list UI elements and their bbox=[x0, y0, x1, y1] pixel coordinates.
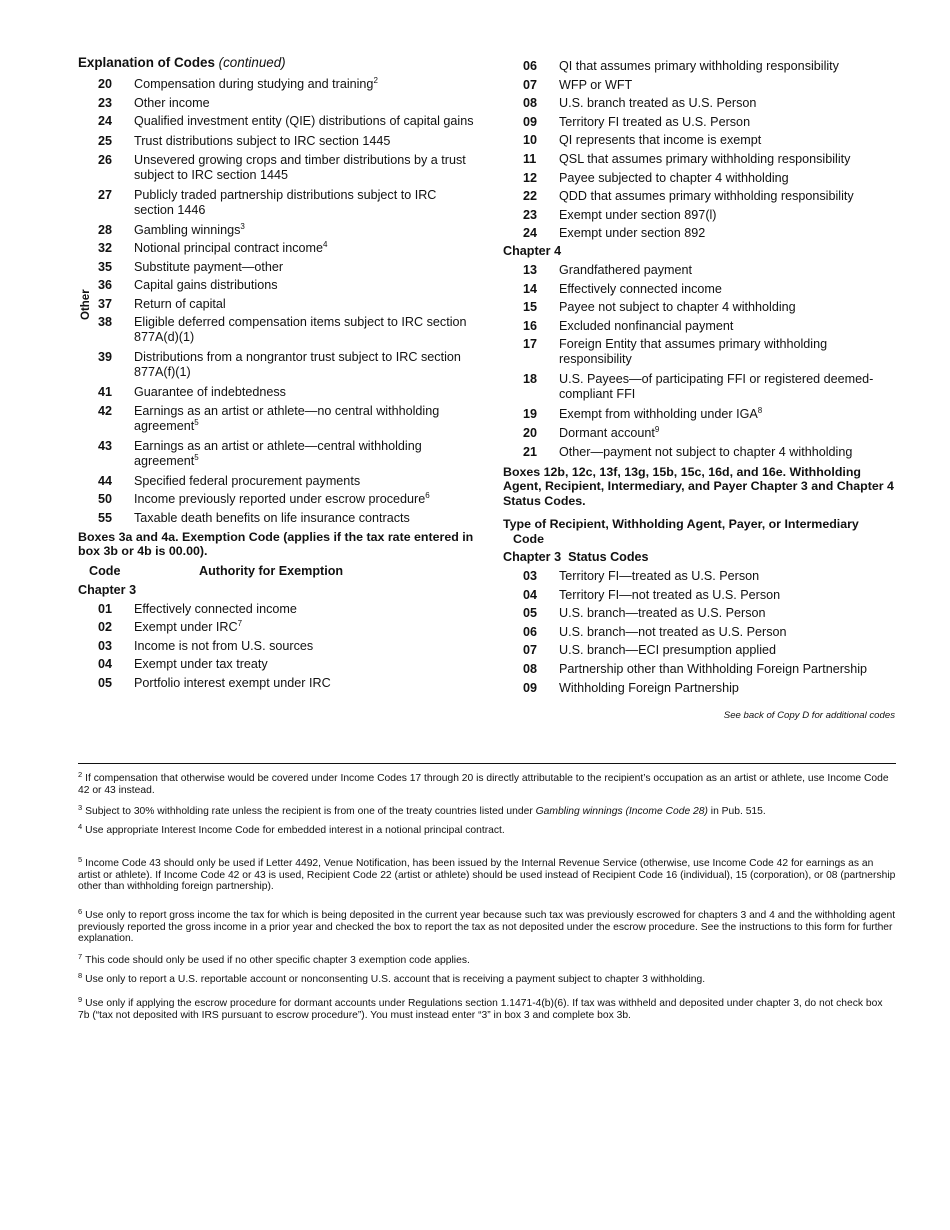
footnote bbox=[78, 994, 896, 1021]
footnote-ref: 8 bbox=[757, 406, 763, 416]
code-description bbox=[134, 657, 478, 672]
code-description bbox=[134, 474, 478, 489]
code-description bbox=[134, 297, 478, 312]
code-description bbox=[134, 639, 478, 654]
code-row bbox=[78, 439, 478, 469]
code-row bbox=[78, 620, 478, 635]
code-number: 03 bbox=[523, 569, 538, 583]
code-description-text: U.S. branch—ECI presumption applied bbox=[559, 643, 777, 658]
code-description bbox=[559, 263, 898, 278]
code-number: 55 bbox=[98, 510, 113, 525]
code-description-text: Withholding Foreign Partnership bbox=[559, 680, 739, 695]
code-number: 39 bbox=[98, 350, 113, 364]
code-description bbox=[134, 385, 478, 400]
code-description bbox=[134, 620, 478, 635]
code-description-text: Exempt under tax treaty bbox=[134, 657, 268, 672]
code-row bbox=[503, 78, 898, 93]
code-number: 25 bbox=[98, 134, 113, 148]
code-row bbox=[503, 171, 898, 186]
code-description bbox=[559, 372, 898, 402]
code-row bbox=[503, 263, 898, 278]
code-number: 10 bbox=[523, 133, 538, 148]
code-description-text: Compensation during studying and training bbox=[134, 77, 374, 91]
code-row bbox=[503, 115, 898, 130]
code-description bbox=[559, 300, 898, 315]
footnote bbox=[78, 854, 896, 893]
code-description bbox=[559, 189, 898, 204]
code-number: 02 bbox=[98, 620, 113, 635]
footnote-number: 9 bbox=[78, 994, 83, 1004]
code-row bbox=[503, 59, 898, 74]
code-description bbox=[134, 439, 478, 469]
code-number: 06 bbox=[523, 624, 538, 639]
code-description bbox=[134, 511, 478, 526]
code-number: 20 bbox=[523, 425, 538, 440]
code-number: 05 bbox=[98, 675, 113, 690]
code-number: 24 bbox=[98, 114, 113, 128]
code-description-text: Income is not from U.S. sources bbox=[134, 638, 314, 653]
code-number: 14 bbox=[523, 281, 538, 296]
code-description-text: Territory FI—not treated as U.S. Person bbox=[559, 587, 781, 602]
footnote-number: 2 bbox=[78, 769, 83, 779]
code-row bbox=[503, 588, 898, 603]
code-row bbox=[503, 96, 898, 111]
footnote bbox=[78, 769, 896, 796]
code-description-text: Effectively connected income bbox=[559, 281, 722, 296]
code-description-text: Distributions from a nongrantor trust subject to IRC section 877A(f)(1) bbox=[134, 350, 461, 379]
footnote bbox=[78, 970, 896, 986]
footnote-text: Subject to 30% withholding rate unless the recipient is from one of the treaty countries listed under bbox=[85, 806, 536, 817]
code-description-text: Income previously reported under escrow procedure bbox=[134, 492, 426, 506]
code-description-text: Portfolio interest exempt under IRC bbox=[134, 675, 331, 690]
title-text: Explanation of Codes bbox=[78, 55, 215, 70]
code-row bbox=[503, 319, 898, 334]
code-description bbox=[134, 404, 478, 434]
other-side-label: Other bbox=[80, 289, 92, 321]
code-description-text: Substitute payment—other bbox=[134, 259, 284, 274]
code-description-text: Earnings as an artist or athlete—no central withholding agreement bbox=[134, 403, 440, 433]
footnote-ref: 2 bbox=[373, 75, 378, 85]
code-row bbox=[78, 676, 478, 691]
code-description bbox=[134, 278, 478, 293]
code-row bbox=[78, 260, 478, 275]
type-heading bbox=[503, 517, 898, 546]
code-description-text: Effectively connected income bbox=[134, 601, 297, 616]
code-description-text: Grandfathered payment bbox=[559, 262, 693, 277]
footnote-number: 6 bbox=[78, 906, 83, 916]
code-description bbox=[559, 681, 898, 696]
code-number: 23 bbox=[98, 95, 113, 110]
code-description bbox=[559, 282, 898, 297]
code-row bbox=[503, 226, 898, 241]
footnote-ref: 4 bbox=[323, 239, 328, 249]
code-description bbox=[559, 78, 898, 93]
code-number: 32 bbox=[98, 241, 113, 255]
code-number: 18 bbox=[523, 372, 538, 387]
type-heading-line1: Type of Recipient, Withholding Agent, Payer, or Intermediary bbox=[503, 517, 859, 531]
code-description-text: Eligible deferred compensation items subject to IRC section 877A(d)(1) bbox=[134, 315, 467, 344]
code-number: 50 bbox=[98, 492, 113, 506]
code-description-text: Trust distributions subject to IRC section 1445 bbox=[134, 134, 391, 148]
footnote bbox=[78, 802, 896, 818]
code-number: 04 bbox=[98, 657, 113, 672]
code-row bbox=[78, 350, 478, 380]
code-description-text: Payee subjected to chapter 4 withholding bbox=[559, 170, 789, 185]
code-number: 05 bbox=[523, 606, 538, 621]
code-description-text: U.S. branch—not treated as U.S. Person bbox=[559, 624, 787, 639]
code-description-text: Qualified investment entity (QIE) distributions of capital gains bbox=[134, 114, 474, 128]
exemption-column-headers bbox=[78, 564, 478, 579]
code-description bbox=[134, 260, 478, 275]
code-description bbox=[134, 315, 478, 345]
code-row bbox=[78, 278, 478, 293]
footnote-ref: 7 bbox=[237, 618, 243, 628]
code-row bbox=[503, 208, 898, 223]
footnote-text: Use only to report gross income the tax for which is being deposited in the current year because such tax was previously escrowed for chapters 3 and 4 and the withholding agent previously reported the gross income in a prior year and checked the box to report the tax as not deposited under the escrow procedure. See the instructions to this form for further explanation. bbox=[78, 910, 896, 945]
code-description bbox=[559, 407, 898, 422]
code-row bbox=[503, 300, 898, 315]
code-number: 04 bbox=[523, 587, 538, 602]
code-description-text: Return of capital bbox=[134, 296, 226, 311]
code-description-text: Earnings as an artist or athlete—central withholding agreement bbox=[134, 438, 422, 468]
type-heading-line2: Code bbox=[513, 531, 544, 546]
right-column bbox=[503, 59, 898, 699]
code-row bbox=[503, 282, 898, 297]
code-description-text: U.S. branch treated as U.S. Person bbox=[559, 96, 757, 111]
code-number: 11 bbox=[523, 151, 537, 166]
footnote-text: in Pub. 515. bbox=[707, 806, 766, 817]
code-row bbox=[503, 681, 898, 696]
code-row bbox=[78, 77, 478, 92]
code-row bbox=[78, 241, 478, 256]
code-row bbox=[503, 407, 898, 422]
footnote-text: Income Code 43 should only be used if Letter 4492, Venue Notification, has been issued by the Internal Revenue Service (otherwise, use Income Code 42 for earnings as an artist or athlete). If Income Code 42 or 43 is used, Recipient Code 22 (artist or athlete) should be used instead of Recipient Code 16 (individual), 15 (corporation), or 08 (partnership other than withholding foreign partnership). bbox=[78, 858, 896, 893]
code-row bbox=[78, 602, 478, 617]
code-description-text: Exempt from withholding under IGA bbox=[559, 407, 758, 422]
section-title bbox=[78, 55, 478, 71]
code-description bbox=[559, 96, 898, 111]
code-row bbox=[503, 643, 898, 658]
code-description bbox=[559, 569, 898, 584]
code-row bbox=[78, 223, 478, 238]
code-row bbox=[503, 662, 898, 677]
code-number: 17 bbox=[523, 337, 538, 352]
code-row bbox=[78, 96, 478, 111]
code-description bbox=[559, 152, 898, 167]
footnote-text: Use only if applying the escrow procedure for dormant accounts under Regulations section 1.1471-4(b)(6). If tax was withheld and deposited under chapter 3, do not check box 7b (“tax not deposited with IRS pursuant to escrow procedure”). You must instead enter “3” in box 3 and complete box 3b. bbox=[78, 998, 883, 1021]
footnote-number: 5 bbox=[78, 854, 83, 864]
code-row bbox=[78, 474, 478, 489]
code-description-text: Guarantee of indebtedness bbox=[134, 385, 286, 399]
footnote-number: 8 bbox=[78, 970, 83, 980]
code-description bbox=[559, 226, 898, 241]
code-description-text: Specified federal procurement payments bbox=[134, 473, 361, 488]
code-description-text: Exempt under section 892 bbox=[559, 226, 706, 241]
code-number: 20 bbox=[98, 77, 113, 91]
code-row bbox=[78, 639, 478, 654]
left-column bbox=[78, 55, 478, 694]
exemption-heading: Boxes 3a and 4a. Exemption Code (applies if the tax rate entered in box 3b or 4b is 00.00). bbox=[78, 529, 474, 558]
status-codes-label: Chapter 3 Status Codes bbox=[503, 550, 649, 564]
chapter4-label: Chapter 4 bbox=[503, 243, 562, 258]
code-number: 08 bbox=[523, 661, 538, 676]
code-description bbox=[559, 588, 898, 603]
code-description-text: Partnership other than Withholding Foreign Partnership bbox=[559, 661, 868, 676]
footnote bbox=[78, 906, 896, 945]
footnote-text: Use only to report a U.S. reportable account or nonconsenting U.S. account that is receiving a payment subject to chapter 3 withholding. bbox=[85, 974, 706, 985]
footnote bbox=[78, 951, 896, 967]
code-column-header: Code bbox=[89, 563, 121, 578]
code-number: 42 bbox=[98, 403, 113, 418]
code-row bbox=[503, 133, 898, 148]
code-description bbox=[134, 96, 478, 111]
code-description bbox=[134, 188, 478, 218]
code-row bbox=[78, 188, 478, 218]
code-description bbox=[134, 153, 478, 183]
code-number: 23 bbox=[523, 207, 538, 222]
code-number: 44 bbox=[98, 473, 113, 488]
code-number: 08 bbox=[523, 96, 538, 111]
income-code-list bbox=[78, 77, 478, 526]
code-description-text: Notional principal contract income bbox=[134, 241, 323, 255]
code-description-text: WFP or WFT bbox=[559, 77, 633, 92]
code-description bbox=[559, 208, 898, 223]
code-description-text: U.S. Payees—of participating FFI or registered deemed-compliant FFI bbox=[559, 372, 874, 402]
code-description-text: Exempt under IRC bbox=[134, 620, 238, 635]
code-description bbox=[134, 114, 478, 129]
code-number: 03 bbox=[98, 638, 113, 653]
code-number: 06 bbox=[523, 59, 538, 73]
code-description-text: U.S. branch—treated as U.S. Person bbox=[559, 606, 766, 621]
code-number: 37 bbox=[98, 296, 113, 311]
code-description-text: Territory FI treated as U.S. Person bbox=[559, 114, 751, 129]
code-number: 22 bbox=[523, 189, 538, 204]
code-number: 43 bbox=[98, 438, 113, 453]
code-description-text: QI represents that income is exempt bbox=[559, 133, 762, 148]
footnote-text: This code should only be used if no other specific chapter 3 exemption code applies. bbox=[85, 955, 470, 966]
footnote-number: 7 bbox=[78, 951, 83, 961]
code-description bbox=[134, 223, 478, 238]
title-continued: (continued) bbox=[218, 55, 286, 70]
code-description bbox=[559, 643, 898, 658]
boxes-heading: Boxes 12b, 12c, 13f, 13g, 15b, 15c, 16d, and 16e. Withholding Agent, Recipient, Intermediary, and Payer Chapter 3 and Chapter 4 Status Codes. bbox=[503, 464, 894, 508]
chapter4-exemption-list bbox=[503, 263, 898, 460]
footnote-ref: 5 bbox=[194, 417, 199, 427]
code-description-text: Payee not subject to chapter 4 withholding bbox=[559, 300, 796, 315]
footnote-number: 3 bbox=[78, 802, 83, 812]
code-description-text: QDD that assumes primary withholding responsibility bbox=[559, 189, 854, 204]
footnote-ref: 6 bbox=[425, 490, 430, 500]
code-row bbox=[503, 625, 898, 640]
code-description-text: Exempt under section 897(l) bbox=[559, 207, 717, 222]
code-description-text: Excluded nonfinancial payment bbox=[559, 318, 734, 333]
code-description bbox=[134, 602, 478, 617]
code-row bbox=[78, 315, 478, 345]
code-description-text: QI that assumes primary withholding responsibility bbox=[559, 59, 839, 73]
code-number: 12 bbox=[523, 170, 538, 185]
code-number: 13 bbox=[523, 262, 538, 277]
code-description-text: Foreign Entity that assumes primary withholding responsibility bbox=[559, 337, 828, 367]
code-description bbox=[134, 676, 478, 691]
code-row bbox=[78, 297, 478, 312]
footnote-ref: 9 bbox=[654, 424, 660, 434]
code-number: 07 bbox=[523, 77, 538, 92]
chapter3-exemption-list bbox=[78, 602, 478, 691]
code-description bbox=[134, 350, 478, 380]
code-row bbox=[78, 153, 478, 183]
footnote-text: If compensation that otherwise would be covered under Income Codes 17 through 20 is directly attributable to the recipient’s occupation as an artist or athlete, use Income Code 42 or 43 instead. bbox=[78, 773, 889, 796]
code-description-text: Dormant account bbox=[559, 425, 655, 440]
chapter3-label: Chapter 3 bbox=[78, 582, 137, 597]
code-description bbox=[559, 337, 898, 367]
footnote-ref: 3 bbox=[240, 221, 245, 231]
code-description bbox=[134, 77, 478, 92]
code-row bbox=[78, 114, 478, 129]
code-description-text: QSL that assumes primary withholding responsibility bbox=[559, 151, 851, 166]
code-description bbox=[559, 133, 898, 148]
code-row bbox=[503, 606, 898, 621]
code-row bbox=[503, 189, 898, 204]
code-number: 16 bbox=[523, 318, 538, 333]
code-description-text: Other income bbox=[134, 95, 210, 110]
code-description bbox=[559, 59, 898, 74]
code-number: 35 bbox=[98, 259, 113, 274]
code-number: 36 bbox=[98, 278, 113, 292]
code-number: 07 bbox=[523, 643, 538, 658]
code-number: 09 bbox=[523, 680, 538, 695]
authority-column-header: Authority for Exemption bbox=[199, 563, 344, 578]
code-description-text: Territory FI—treated as U.S. Person bbox=[559, 569, 760, 583]
footnote bbox=[78, 821, 896, 837]
footnote-number: 4 bbox=[78, 821, 83, 831]
footnote-ref: 5 bbox=[194, 452, 199, 462]
code-description bbox=[559, 662, 898, 677]
code-description bbox=[134, 492, 478, 507]
code-row bbox=[78, 492, 478, 507]
code-number: 26 bbox=[98, 152, 113, 167]
code-number: 09 bbox=[523, 114, 538, 129]
code-description bbox=[559, 319, 898, 334]
code-description bbox=[559, 426, 898, 441]
code-number: 15 bbox=[523, 300, 538, 315]
code-description bbox=[559, 606, 898, 621]
code-description-text: Taxable death benefits on life insurance contracts bbox=[134, 510, 410, 525]
code-description bbox=[559, 115, 898, 130]
code-description bbox=[134, 241, 478, 256]
code-number: 27 bbox=[98, 187, 113, 202]
code-description bbox=[559, 171, 898, 186]
code-row bbox=[78, 657, 478, 672]
code-number: 01 bbox=[98, 601, 113, 616]
code-description-text: Unsevered growing crops and timber distributions by a trust subject to IRC section 1445 bbox=[134, 152, 466, 182]
see-back-note: See back of Copy D for additional codes bbox=[723, 710, 895, 721]
code-row bbox=[503, 337, 898, 367]
code-row bbox=[503, 152, 898, 167]
code-row bbox=[78, 404, 478, 434]
code-number: 24 bbox=[523, 226, 538, 241]
code-row bbox=[503, 569, 898, 584]
code-description-text: Gambling winnings bbox=[134, 222, 241, 237]
code-description bbox=[559, 445, 898, 460]
chapter3-exemption-continued-list bbox=[503, 59, 898, 241]
footnote-divider bbox=[78, 763, 896, 764]
footnote-text: Gambling winnings (Income Code 28) bbox=[535, 806, 708, 817]
code-row bbox=[78, 511, 478, 526]
code-description bbox=[559, 625, 898, 640]
code-row bbox=[503, 426, 898, 441]
code-row bbox=[503, 372, 898, 402]
code-row bbox=[78, 385, 478, 400]
code-number: 28 bbox=[98, 222, 113, 237]
code-description bbox=[134, 134, 478, 149]
code-description-text: Other—payment not subject to chapter 4 withholding bbox=[559, 444, 853, 459]
code-number: 21 bbox=[523, 444, 538, 459]
code-row bbox=[78, 134, 478, 149]
code-number: 19 bbox=[523, 407, 538, 422]
code-description-text: Capital gains distributions bbox=[134, 278, 278, 292]
code-row bbox=[503, 445, 898, 460]
code-description-text: Publicly traded partnership distributions subject to IRC section 1446 bbox=[134, 187, 437, 217]
footnote-text: Use appropriate Interest Income Code for embedded interest in a notional principal contract. bbox=[85, 825, 505, 836]
code-number: 41 bbox=[98, 385, 113, 399]
status-code-list bbox=[503, 569, 898, 696]
code-number: 38 bbox=[98, 315, 113, 329]
